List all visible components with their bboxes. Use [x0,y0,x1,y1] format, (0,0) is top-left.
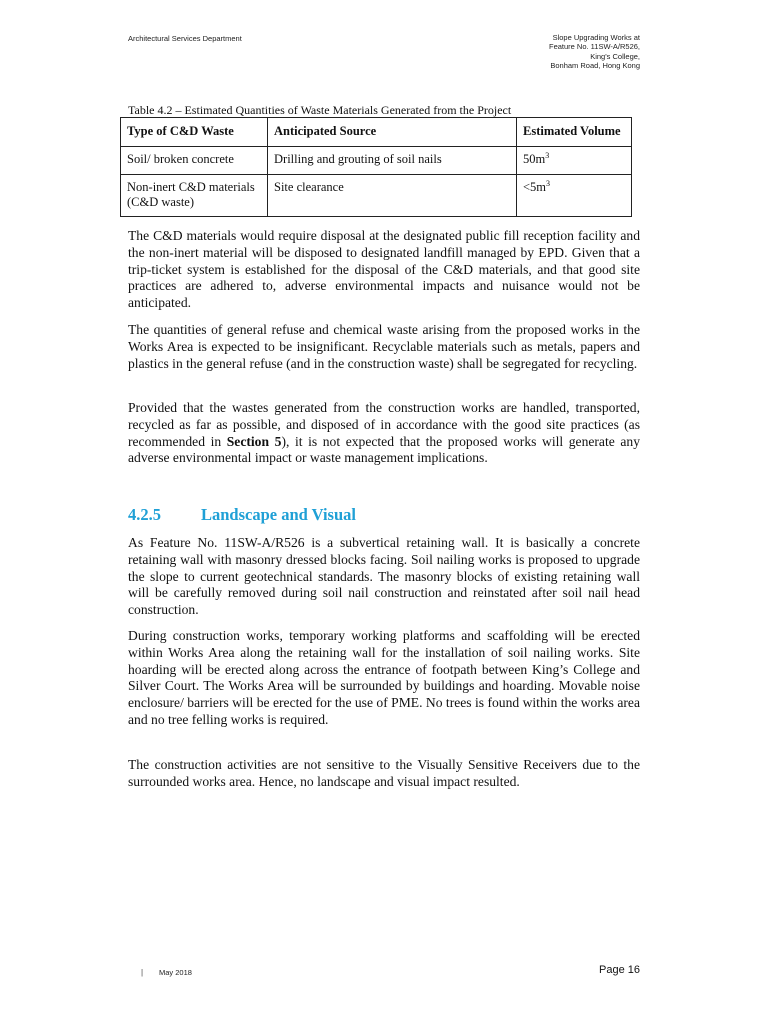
section-reference: Section 5 [226,433,282,449]
volume-exponent: 3 [545,151,550,160]
header-project-line: Bonham Road, Hong Kong [550,60,640,70]
table-row [121,147,632,175]
paragraph-feature-description: As Feature No. 11SW-A/R526 is a subvertical retaining wall. It is basically a concrete retaining wall with masonry dressed blocks facing. Soil nailing works is proposed to upgrade the slope to current geotechnical standards. The masonry blocks of existing retaining wall will be carefully removed during soil nail construction and reinstated after soil nail head construction. [128,535,640,618]
header-project-title [420,33,640,70]
footer-separator: | [141,968,144,977]
cell-volume [517,147,632,175]
footer-date: May 2018 [159,968,192,977]
waste-type-line: Non-inert C&D materials [127,180,255,194]
cell-waste-type [121,175,268,217]
header-project-line: King's College, [590,51,640,61]
volume-value: <5m [523,180,547,194]
paragraph-text: Provided that the wastes generated from the construction works are handled, transported, recycled as far as possible, and disposed of in accordance with the good site practices (as recommended in [128,400,640,449]
table-header-row [121,118,632,147]
column-header: Anticipated Source [268,118,517,147]
page-number: Page 16 [599,964,640,976]
header-project-line: Slope Upgrading Works at [552,33,640,42]
paragraph-cd-disposal: The C&D materials would require disposal at the designated public fill reception facility and the non-inert material will be disposed to designated landfill managed by EPD. Given that a trip-ticket system is established for the disposal of the C&D materials, and that good site practices are adhered to, adverse environmental impacts and nuisance would not be anticipated. [128,228,640,311]
table-caption: Table 4.2 – Estimated Quantities of Waste Materials Generated from the Project [128,103,512,117]
paragraph-text: ), it is not expected that the proposed works will generate any adverse environmental impact or waste management implications. [128,433,640,466]
table-row [121,175,632,217]
header-organisation: Architectural Services Department [128,34,242,43]
paragraph-construction-works: During construction works, temporary working platforms and scaffolding will be erected within Works Area along the retaining wall for the installation of soil nailing works. Site hoarding will be erected along across the entrance of footpath between King’s College and Silver Court. The Works Area will be surrounded by buildings and hoarding. Movable noise enclosure/ barriers will be erected for the use of PME. No trees is found within the works area and no tree felling works is required. [128,628,640,727]
column-header: Type of C&D Waste [121,118,268,147]
section-number: 4.2.5 [128,505,161,524]
cell-source: Drilling and grouting of soil nails [268,147,517,175]
section-title: Landscape and Visual [201,505,356,524]
cell-waste-type: Soil/ broken concrete [121,147,268,175]
column-header: Estimated Volume [517,118,632,147]
paragraph-visual-impact: The construction activities are not sensitive to the Visually Sensitive Receivers due to the surrounded works area. Hence, no landscape and visual impact resulted. [128,757,640,789]
volume-exponent: 3 [546,179,551,188]
volume-value: 50m [523,152,546,166]
paragraph-waste-implications [128,400,640,467]
waste-type-line: (C&D waste) [127,195,194,209]
cell-volume [517,175,632,217]
section-heading [128,505,356,525]
cell-source: Site clearance [268,175,517,217]
header-project-line: Feature No. 11SW-A/R526, [548,42,640,52]
paragraph-general-refuse: The quantities of general refuse and chemical waste arising from the proposed works in the Works Area is expected to be insignificant. Recyclable materials such as metals, papers and plastics in the general refuse (and in the construction waste) shall be segregated for recycling. [128,322,640,371]
waste-quantities-table [120,117,632,217]
